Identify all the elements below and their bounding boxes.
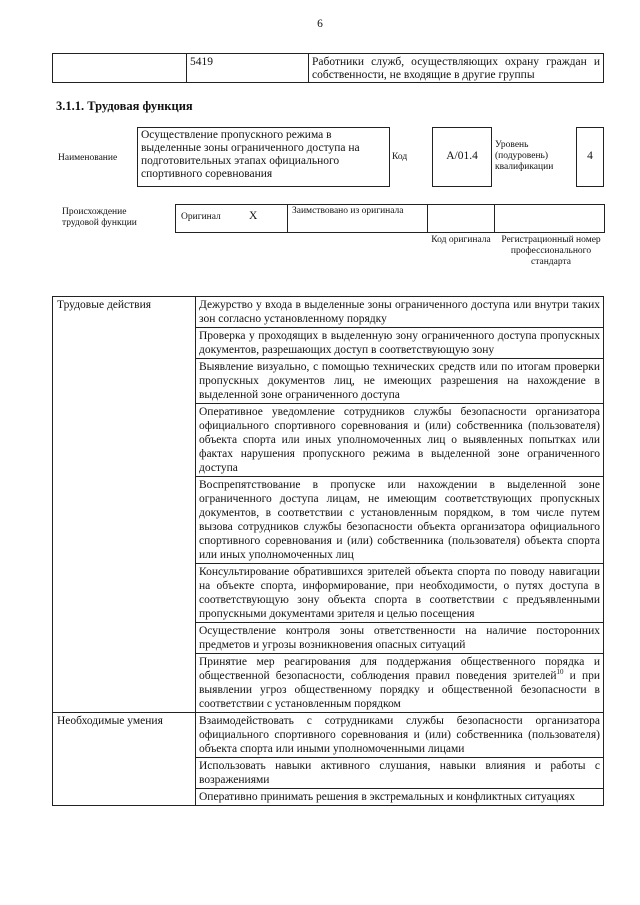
level-value: 4 bbox=[587, 150, 593, 162]
labor-action-item: Оперативное уведомление сотрудников службы безопасности организатора официального спортивного соревнования и (или) собственника (пользователя) объекта спорта или иных уполномоченных лиц о выявленных попытках или фактах нарушения пропускного режима в выделенной зоне ограниченного доступа bbox=[196, 404, 604, 477]
last-action-text-cont: и при выявлении угроз общественному порядку и общественной безопасности в соответствии с установленным порядком bbox=[199, 670, 601, 710]
origin-code-caption: Код оригинала bbox=[431, 235, 491, 245]
labor-action-item: Дежурство у входа в выделенные зоны ограниченного доступа или внутри таких зон согласно установленному порядку bbox=[196, 297, 604, 328]
required-skill-item: Использовать навыки активного слушания, навыки влияния и работы с возражениями bbox=[196, 758, 604, 789]
required-skill-row bbox=[53, 713, 604, 758]
original-mark: X bbox=[249, 210, 258, 222]
required-skill-item: Оперативно принимать решения в экстремальных и конфликтных ситуациях bbox=[196, 789, 604, 806]
occupation-name: Работники служб, осуществляющих охрану граждан и собственности, не входящие в другие группы bbox=[312, 56, 600, 81]
labor-action-item: Выявление визуально, с помощью технических средств или по итогам проверки пропускных документов лиц, не имеющих разрешения на нахождение в выделенной зоне ограниченного доступа bbox=[196, 359, 604, 404]
occupation-code: 5419 bbox=[190, 56, 213, 68]
labor-action-item: Консультирование обратившихся зрителей объекта спорта по поводу навигации на объекте спорта, информирование, при необходимости, о путях доступа в соответствующую зону объекта спорта в соответствии с предъявленными пропускными документами зрителя и целью посещения bbox=[196, 564, 604, 623]
name-label: Наименование bbox=[58, 153, 118, 163]
section-title: 3.1.1. Трудовая функция bbox=[56, 99, 193, 113]
labor-action-item: Воспрепятствование в пропуске или нахождении в выделенной зоне ограниченного доступа лицам, не имеющим соответствующих пропускных документов, в соответствии с установленным порядком, в том числе путем вызова сотрудников службы безопасности объекта организатора официального спортивного соревнования и (или) собственника (пользователя) объекта спорта или иных уполномоченных лиц bbox=[196, 477, 604, 564]
code-label: Код bbox=[392, 152, 408, 162]
function-name: Осуществление пропускного режима в выделенные зоны ограниченного доступа на подготовительных этапах официального спортивного соревнования bbox=[141, 129, 360, 180]
origin-label: Происхождение трудовой функции bbox=[62, 207, 137, 228]
function-code: A/01.4 bbox=[446, 150, 478, 162]
footnote-ref: 10 bbox=[556, 668, 564, 677]
labor-action-item: Проверка у проходящих в выделенную зону ограниченного доступа пропускных документов, разрешающих доступ в соответствующую зону bbox=[196, 328, 604, 359]
level-label: Уровень (подуровень) квалификации bbox=[495, 140, 554, 172]
labor-function-table bbox=[52, 296, 604, 806]
last-action-text: Принятие мер реагирования для поддержания общественного порядка и общественной безопасности, соблюдения правил поведения зрителей bbox=[199, 656, 600, 682]
labor-action-row bbox=[53, 297, 604, 328]
page-number: 6 bbox=[317, 18, 323, 30]
labor-action-category: Трудовые действия bbox=[53, 297, 196, 713]
required-skill-item: Взаимодействовать с сотрудниками службы безопасности организатора официального спортивного соревнования и (или) собственника (пользователя) объекта спорта или иными уполномоченными лицами bbox=[196, 713, 604, 758]
required-skill-category: Необходимые умения bbox=[53, 713, 196, 806]
labor-action-item bbox=[196, 654, 604, 713]
labor-action-item: Осуществление контроля зоны ответственности на наличие посторонних предметов и угрозы возникновения опасных ситуаций bbox=[196, 623, 604, 654]
original-label: Оригинал bbox=[181, 212, 221, 222]
reg-number-caption: Регистрационный номер профессионального стандарта bbox=[501, 235, 601, 267]
borrowed-label: Заимствовано из оригинала bbox=[292, 206, 404, 216]
origin-code-cell bbox=[427, 204, 495, 233]
